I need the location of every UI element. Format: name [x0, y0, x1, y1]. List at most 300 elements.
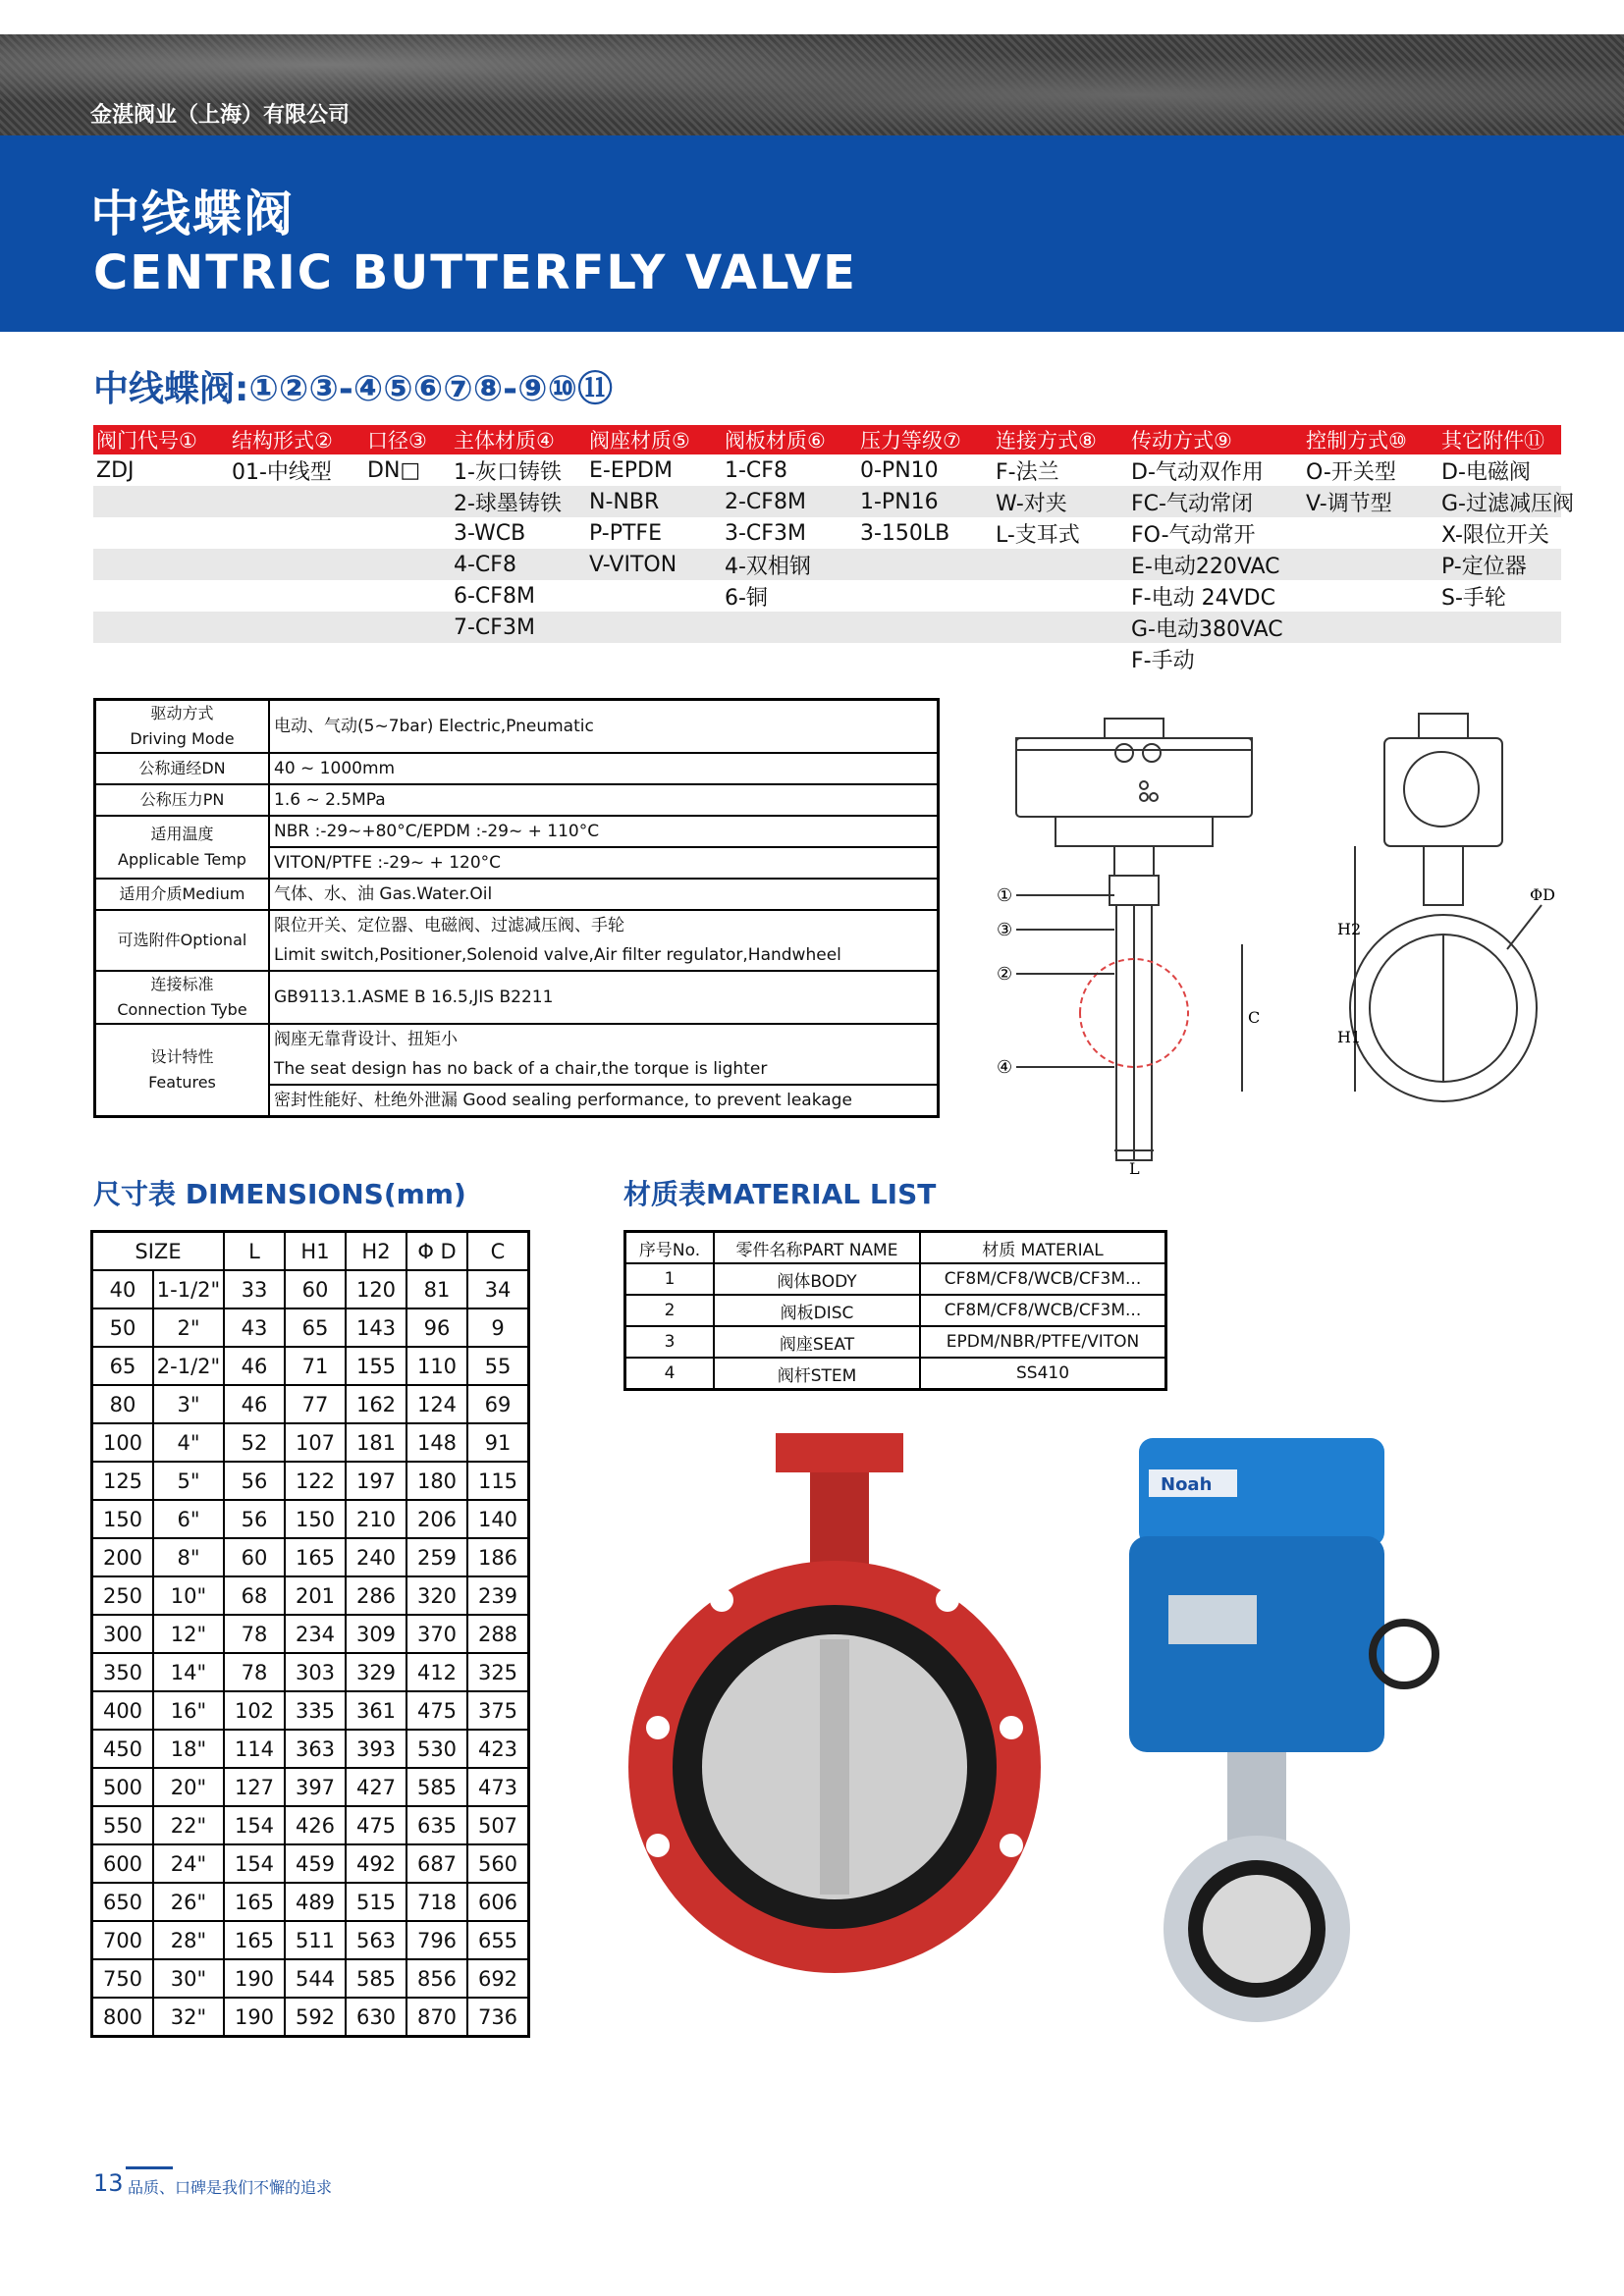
disc-hub [820, 1639, 849, 1895]
dim-row [92, 1653, 529, 1691]
code-cell: 连接方式⑧ [996, 429, 1097, 453]
dim-cell: 320 [406, 1576, 467, 1615]
dim-cell: 81 [406, 1270, 467, 1308]
code-row [93, 580, 1561, 612]
dim-cell: 190 [224, 1959, 285, 1998]
dim-cell: 475 [406, 1691, 467, 1730]
dim-cell: 718 [406, 1883, 467, 1921]
spec-value: 气体、水、油 Gas.Water.Oil [274, 884, 493, 904]
dim-cell: 122 [285, 1462, 346, 1500]
dim-cell: 197 [346, 1462, 406, 1500]
code-row [93, 612, 1561, 643]
code-cell: W-对夹 [996, 491, 1067, 516]
dim-cell: 186 [467, 1538, 529, 1576]
dim-cell: 687 [406, 1844, 467, 1883]
code-cell: P-PTFE [589, 520, 662, 546]
dim-cell: 363 [285, 1730, 346, 1768]
dim-cell: 375 [467, 1691, 529, 1730]
material-cell: 3 [625, 1326, 715, 1358]
spec-row [96, 701, 937, 754]
dim-row [92, 1768, 529, 1806]
spec-value: 限位开关、定位器、电磁阀、过滤减压阀、手轮 Limit switch,Positioner,Solenoid valve,Air filter regulator,Handwheel [274, 916, 841, 965]
dim-cell: 154 [224, 1844, 285, 1883]
port-small-2 [1150, 793, 1158, 801]
code-cell: 3-CF3M [725, 520, 806, 546]
dim-cell: 26" [153, 1883, 224, 1921]
dim-cell: 286 [346, 1576, 406, 1615]
dim-row [92, 1270, 529, 1308]
dim-cell: 150 [285, 1500, 346, 1538]
dim-cell: 655 [467, 1921, 529, 1959]
code-cell: 2-CF8M [725, 489, 806, 514]
dimensions-title: 尺寸表 DIMENSIONS(mm) [93, 1178, 466, 1210]
dim-cell: 500 [92, 1768, 154, 1806]
dim-row [92, 1844, 529, 1883]
code-cell: 3-WCB [454, 520, 526, 546]
dim-cell: 77 [285, 1385, 346, 1423]
dim-row [92, 1423, 529, 1462]
code-cell: 其它附件⑪ [1441, 429, 1544, 453]
dim-cell: 489 [285, 1883, 346, 1921]
dim-row [92, 1576, 529, 1615]
code-row [93, 643, 1561, 674]
dim-cell: 329 [346, 1653, 406, 1691]
dim-cell: 309 [346, 1615, 406, 1653]
dim-cell: 107 [285, 1423, 346, 1462]
actuator-end-cap [1404, 752, 1479, 827]
dim-cell: 10" [153, 1576, 224, 1615]
code-cell: 6-CF8M [454, 583, 535, 609]
dim-cell: 181 [346, 1423, 406, 1462]
dim-cell: 46 [224, 1347, 285, 1385]
material-header: 零件名称PART NAME [714, 1232, 920, 1264]
material-header: 材质 MATERIAL [920, 1232, 1166, 1264]
dim-cell: 544 [285, 1959, 346, 1998]
footer-tagline: 品质、口碑是我们不懈的追求 [128, 2178, 333, 2197]
code-cell: 0-PN10 [860, 457, 939, 483]
dim-cell: 12" [153, 1615, 224, 1653]
valve-disc-grey [1203, 1875, 1311, 1983]
spec-row [96, 1025, 937, 1115]
code-cell: DN□ [367, 457, 421, 483]
material-row [625, 1358, 1166, 1390]
model-code-table [93, 425, 1574, 674]
dim-header: H1 [285, 1232, 346, 1271]
spec-label: 适用温度 Applicable Temp [96, 817, 270, 878]
dim-cell: 606 [467, 1883, 529, 1921]
dim-cell: 100 [92, 1423, 154, 1462]
spec-value: 阀座无靠背设计、扭矩小 The seat design has no back of a chair,the torque is lighter 密封性能好、杜绝外泄漏 Good sealing performance, to prevent leakage [270, 1025, 937, 1115]
code-cell: G-过滤减压阀 [1441, 491, 1574, 516]
dim-cell: 143 [346, 1308, 406, 1347]
dim-cell: 68 [224, 1576, 285, 1615]
dim-cell: 96 [406, 1308, 467, 1347]
label-h1: H1 [1337, 1028, 1362, 1046]
port-left [1115, 744, 1133, 762]
dim-cell: 393 [346, 1730, 406, 1768]
spec-value: 40 ~ 1000mm [274, 759, 396, 778]
dim-cell: 55 [467, 1347, 529, 1385]
dim-cell: 423 [467, 1730, 529, 1768]
material-row [625, 1295, 1166, 1326]
material-cell: 2 [625, 1295, 715, 1326]
dim-row [92, 1959, 529, 1998]
code-cell: 传动方式⑨ [1131, 429, 1232, 453]
dim-cell: 6" [153, 1500, 224, 1538]
dim-cell: 856 [406, 1959, 467, 1998]
dim-cell: 325 [467, 1653, 529, 1691]
code-cell: FC-气动常闭 [1131, 491, 1253, 516]
dim-cell: 40 [92, 1270, 154, 1308]
dim-cell: 412 [406, 1653, 467, 1691]
dim-cell: 180 [406, 1462, 467, 1500]
dim-cell: 240 [346, 1538, 406, 1576]
code-cell: 主体材质④ [454, 429, 555, 453]
dim-cell: 102 [224, 1691, 285, 1730]
dim-cell: 650 [92, 1883, 154, 1921]
code-cell: F-法兰 [996, 459, 1059, 485]
code-cell: N-NBR [589, 489, 660, 514]
spec-row [96, 785, 937, 817]
dim-cell: 210 [346, 1500, 406, 1538]
dim-row [92, 1500, 529, 1538]
spec-row [96, 754, 937, 785]
spec-value: 电动、气动(5~7bar) Electric,Pneumatic [274, 717, 594, 736]
dim-cell: 5" [153, 1462, 224, 1500]
code-header-row [93, 425, 1561, 454]
dim-row [92, 1615, 529, 1653]
dim-cell: 492 [346, 1844, 406, 1883]
material-cell: CF8M/CF8/WCB/CF3M... [920, 1263, 1166, 1295]
front-view-drawing [997, 699, 1311, 1180]
dim-header: H2 [346, 1232, 406, 1271]
dim-cell: 9 [467, 1308, 529, 1347]
dim-cell: 127 [224, 1768, 285, 1806]
code-row [93, 486, 1574, 517]
spec-value: NBR :-29~+80°C/EPDM :-29~ + 110°C VITON/PTFE :-29~ + 120°C [270, 817, 937, 878]
dim-cell: 259 [406, 1538, 467, 1576]
dim-cell: 585 [346, 1959, 406, 1998]
dim-cell: 162 [346, 1385, 406, 1423]
dim-cell: 796 [406, 1921, 467, 1959]
code-cell: 1-CF8 [725, 457, 787, 483]
callout-3: ③ [997, 920, 1013, 940]
label-l: L [1129, 1159, 1140, 1178]
dim-cell: 288 [467, 1615, 529, 1653]
port-small-1 [1140, 781, 1148, 789]
page-number: 13 [93, 2169, 124, 2197]
dim-header: L [224, 1232, 285, 1271]
spec-row [96, 817, 937, 880]
spec-value: 1.6 ~ 2.5MPa [274, 790, 386, 810]
dim-cell: 475 [346, 1806, 406, 1844]
dim-cell: 50 [92, 1308, 154, 1347]
dim-cell: 43 [224, 1308, 285, 1347]
material-cell: EPDM/NBR/PTFE/VITON [920, 1326, 1166, 1358]
materials-title: 材质表MATERIAL LIST [623, 1178, 937, 1210]
code-cell: G-电动380VAC [1131, 616, 1283, 642]
code-cell: F-电动 24VDC [1131, 585, 1275, 611]
company-name: 金湛阀业（上海）有限公司 [90, 103, 351, 128]
dim-cell: 60 [224, 1538, 285, 1576]
dim-cell: 2-1/2" [153, 1347, 224, 1385]
code-cell: D-电磁阀 [1441, 459, 1531, 485]
code-cell: V-VITON [589, 552, 677, 577]
dim-cell: 700 [92, 1921, 154, 1959]
dim-cell: 201 [285, 1576, 346, 1615]
electric-valve-photo [1119, 1428, 1443, 2027]
dim-cell: 459 [285, 1844, 346, 1883]
dim-cell: 361 [346, 1691, 406, 1730]
code-cell: 阀板材质⑥ [725, 429, 826, 453]
materials-table [623, 1230, 1167, 1391]
material-header: 序号No. [625, 1232, 715, 1264]
dim-cell: 200 [92, 1538, 154, 1576]
code-cell: O-开关型 [1306, 459, 1396, 485]
code-cell: 3-150LB [860, 520, 950, 546]
dim-cell: 560 [467, 1844, 529, 1883]
dim-cell: 250 [92, 1576, 154, 1615]
dim-cell: 335 [285, 1691, 346, 1730]
dim-cell: 16" [153, 1691, 224, 1730]
dim-row [92, 1385, 529, 1423]
code-row [93, 549, 1561, 580]
dim-cell: 206 [406, 1500, 467, 1538]
dim-cell: 154 [224, 1806, 285, 1844]
dim-cell: 300 [92, 1615, 154, 1653]
dim-cell: 78 [224, 1615, 285, 1653]
spec-label: 驱动方式 Driving Mode [96, 701, 270, 752]
dim-cell: 125 [92, 1462, 154, 1500]
dim-d-line [1507, 905, 1542, 949]
dim-cell: 397 [285, 1768, 346, 1806]
spec-row [96, 972, 937, 1025]
dim-row [92, 1462, 529, 1500]
code-cell: V-调节型 [1306, 491, 1392, 516]
dim-cell: 52 [224, 1423, 285, 1462]
dim-cell: 635 [406, 1806, 467, 1844]
code-cell: FO-气动常开 [1131, 522, 1256, 548]
dim-cell: 750 [92, 1959, 154, 1998]
lug-valve-photo [628, 1433, 1041, 2002]
code-cell: 7-CF3M [454, 614, 535, 640]
dim-row [92, 1308, 529, 1347]
label-c: C [1248, 1008, 1261, 1027]
code-cell: E-EPDM [589, 457, 673, 483]
code-cell: E-电动220VAC [1131, 554, 1280, 579]
material-cell: CF8M/CF8/WCB/CF3M... [920, 1295, 1166, 1326]
dim-cell: 1-1/2" [153, 1270, 224, 1308]
dim-cell: 190 [224, 1998, 285, 2037]
dim-cell: 22" [153, 1806, 224, 1844]
dim-cell: 4" [153, 1423, 224, 1462]
dim-cell: 78 [224, 1653, 285, 1691]
dim-row [92, 1883, 529, 1921]
material-cell: 4 [625, 1358, 715, 1390]
dim-cell: 20" [153, 1768, 224, 1806]
dim-cell: 155 [346, 1347, 406, 1385]
actuator-cap [1105, 719, 1164, 738]
dim-row [92, 1730, 529, 1768]
dim-cell: 800 [92, 1998, 154, 2037]
dim-cell: 14" [153, 1653, 224, 1691]
dim-cell: 303 [285, 1653, 346, 1691]
dim-cell: 585 [406, 1768, 467, 1806]
dim-cell: 56 [224, 1462, 285, 1500]
dim-cell: 30" [153, 1959, 224, 1998]
dim-cell: 32" [153, 1998, 224, 2037]
code-cell: 2-球墨铸铁 [454, 491, 562, 516]
code-cell: F-手动 [1131, 648, 1195, 673]
dim-cell: 56 [224, 1500, 285, 1538]
code-cell: P-定位器 [1441, 554, 1527, 579]
spec-label: 连接标准 Connection Tybe [96, 972, 270, 1023]
page-title-en: CENTRIC BUTTERFLY VALVE [93, 245, 857, 300]
dim-cell: 400 [92, 1691, 154, 1730]
dim-cell: 18" [153, 1730, 224, 1768]
dim-cell: 870 [406, 1998, 467, 2037]
code-cell: D-气动双作用 [1131, 459, 1264, 485]
dim-cell: 239 [467, 1576, 529, 1615]
valve-neck [1110, 876, 1159, 905]
code-cell: ZDJ [96, 457, 135, 483]
material-cell: SS410 [920, 1358, 1166, 1390]
dim-cell: 69 [467, 1385, 529, 1423]
dim-cell: 65 [285, 1308, 346, 1347]
top-flange [776, 1433, 903, 1472]
dim-cell: 507 [467, 1806, 529, 1844]
spec-value: GB9113.1.ASME B 16.5,JIS B2211 [274, 988, 554, 1007]
dim-cell: 165 [285, 1538, 346, 1576]
code-row [93, 517, 1561, 549]
material-cell: 阀体BODY [714, 1263, 920, 1295]
dim-cell: 550 [92, 1806, 154, 1844]
dim-cell: 736 [467, 1998, 529, 2037]
dim-cell: 450 [92, 1730, 154, 1768]
spec-label: 公称通经DN [96, 754, 270, 783]
dim-cell: 234 [285, 1615, 346, 1653]
code-cell: 4-双相钢 [725, 554, 811, 579]
callout-2: ② [997, 964, 1013, 985]
dim-cell: 46 [224, 1385, 285, 1423]
code-cell: 结构形式② [232, 429, 333, 453]
dim-row [92, 1538, 529, 1576]
dim-cell: 110 [406, 1347, 467, 1385]
dim-cell: 28" [153, 1921, 224, 1959]
stem-bracket [1114, 846, 1154, 876]
dim-cell: 33 [224, 1270, 285, 1308]
dim-cell: 370 [406, 1615, 467, 1653]
code-cell: 01-中线型 [232, 459, 332, 485]
spec-row [96, 880, 937, 911]
material-cell: 阀座SEAT [714, 1326, 920, 1358]
port-right [1143, 744, 1161, 762]
callout-1: ① [997, 885, 1013, 906]
code-cell: 阀门代号① [96, 429, 197, 453]
dim-cell: 165 [224, 1883, 285, 1921]
dim-cell: 515 [346, 1883, 406, 1921]
dim-cell: 350 [92, 1653, 154, 1691]
label-phid: ΦD [1530, 885, 1555, 904]
dim-cell: 600 [92, 1844, 154, 1883]
code-cell: 1-灰口铸铁 [454, 459, 562, 485]
dim-cell: 65 [92, 1347, 154, 1385]
spec-row [96, 911, 937, 972]
code-cell: S-手轮 [1441, 585, 1506, 611]
dim-cell: 71 [285, 1347, 346, 1385]
dim-cell: 630 [346, 1998, 406, 2037]
code-cell: 控制方式⑩ [1306, 429, 1407, 453]
brand-text: Noah [1161, 1474, 1213, 1495]
dim-cell: 426 [285, 1806, 346, 1844]
dim-cell: 114 [224, 1730, 285, 1768]
code-cell: 4-CF8 [454, 552, 516, 577]
spec-label: 公称压力PN [96, 785, 270, 815]
actuator-top-rail [1016, 738, 1252, 750]
dim-cell: 148 [406, 1423, 467, 1462]
dim-cell: 91 [467, 1423, 529, 1462]
dim-cell: 140 [467, 1500, 529, 1538]
spec-label: 适用介质Medium [96, 880, 270, 909]
dim-cell: 511 [285, 1921, 346, 1959]
page-title-cn: 中线蝶阀 [90, 186, 295, 242]
footer-accent-line [126, 2166, 173, 2169]
dim-cell: 427 [346, 1768, 406, 1806]
dim-cell: 592 [285, 1998, 346, 2037]
dim-cell: 115 [467, 1462, 529, 1500]
code-cell: 口径③ [367, 429, 427, 453]
dim-row [92, 1347, 529, 1385]
material-cell: 1 [625, 1263, 715, 1295]
dim-row [92, 1998, 529, 2037]
side-view-drawing [1316, 699, 1591, 1160]
material-row [625, 1326, 1166, 1358]
dimensions-table [90, 1230, 530, 2038]
code-cell: L-支耳式 [996, 522, 1080, 548]
dim-cell: 60 [285, 1270, 346, 1308]
actuator-top [1419, 714, 1468, 738]
code-cell: X-限位开关 [1441, 522, 1549, 548]
material-cell: 阀板DISC [714, 1295, 920, 1326]
name-plate [1168, 1595, 1257, 1644]
dim-cell: 124 [406, 1385, 467, 1423]
dim-cell: 165 [224, 1921, 285, 1959]
dim-cell: 563 [346, 1921, 406, 1959]
dim-cell: 692 [467, 1959, 529, 1998]
dim-header: Φ D [406, 1232, 467, 1271]
material-row [625, 1263, 1166, 1295]
code-cell: 6-铜 [725, 585, 768, 611]
code-title: 中线蝶阀:①②③-④⑤⑥⑦⑧-⑨⑩⑪ [93, 369, 614, 409]
actuator-side [1384, 738, 1502, 846]
material-cell: 阀杆STEM [714, 1358, 920, 1390]
dim-cell: 530 [406, 1730, 467, 1768]
actuator-base [1056, 817, 1213, 846]
dim-cell: 8" [153, 1538, 224, 1576]
spec-table [93, 698, 940, 1118]
label-h2: H2 [1337, 920, 1362, 938]
dim-header: C [467, 1232, 529, 1271]
callout-4: ④ [997, 1057, 1013, 1078]
dim-cell: 150 [92, 1500, 154, 1538]
code-row [93, 454, 1561, 486]
dim-cell: 80 [92, 1385, 154, 1423]
dim-cell: 24" [153, 1844, 224, 1883]
code-cell: 阀座材质⑤ [589, 429, 690, 453]
neck-side [1424, 846, 1463, 905]
dim-cell: 120 [346, 1270, 406, 1308]
dim-cell: 3" [153, 1385, 224, 1423]
